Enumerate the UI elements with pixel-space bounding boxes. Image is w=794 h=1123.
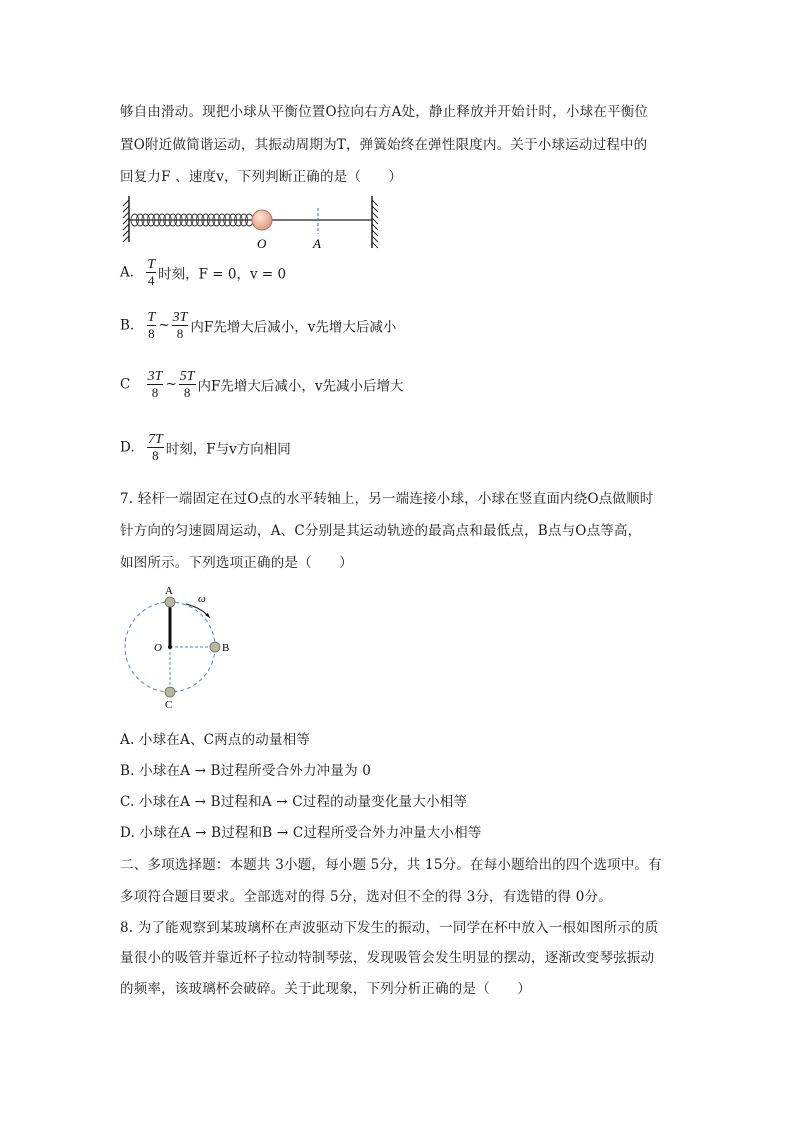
option-text: 内F先增大后减小，v先增大后减小	[190, 319, 397, 336]
fraction: $\frac{3T}{8}$	[172, 310, 188, 341]
option-letter: A.	[120, 264, 135, 281]
fraction: $\frac{7T}{8}$	[147, 432, 163, 463]
spring-oscillator-figure	[120, 190, 390, 256]
fig-label-o: O	[257, 236, 267, 251]
fraction: $\frac{3T}{8}$	[147, 369, 163, 400]
q6-option-c[interactable]: C $\frac{3T}{8}$ ~ $\frac{5T}{8}$ 内F先增大后减小，v先减小后增大	[120, 369, 404, 400]
fraction: $\frac{5T}{8}$	[179, 369, 195, 400]
q6-text-line-2: 置O附近做简谐运动，其振动周期为T，弹簧始终在弹性限度内。关于小球运动过程中的	[120, 137, 648, 153]
option-letter: B.	[120, 317, 135, 334]
q7-text-line-3: 如图所示。下列选项正确的是（ ）	[120, 555, 353, 571]
q6-option-b[interactable]: B. $\frac{T}{8}$ ~ $\frac{3T}{8}$ 内F先增大后减小，v先增大后减小	[120, 310, 397, 341]
fig-label-b: B	[222, 642, 230, 654]
q6-text-line-3: 回复力F 、速度v，下列判断正确的是（ ）	[120, 169, 403, 185]
q6-option-d[interactable]	[120, 432, 291, 463]
fig-label-c: C	[165, 699, 173, 711]
q8-text-line-2: 量很小的吸管并靠近杯子拉动特制琴弦，发现吸管会发生明显的摆动，逐渐改变琴弦振动	[120, 950, 655, 966]
fig-label-o: O	[154, 642, 162, 654]
q7-text-line-1: 7. 轻杆一端固定在过O点的水平转轴上，另一端连接小球，小球在竖直面内绕O点做顺时	[120, 491, 654, 507]
option-letter: C	[120, 376, 131, 393]
option-letter: D.	[120, 439, 135, 456]
q8-text-line-3: 的频率，该玻璃杯会破碎。关于此现象，下列分析正确的是（ ）	[120, 981, 531, 997]
section-2-heading-line-1: 二、多项选择题：本题共 3小题，每小题 5分，共 15分。在每小题给出的四个选项中。有	[120, 857, 662, 873]
q7-option-a[interactable]: A. 小球在A、C两点的动量相等	[120, 732, 311, 748]
fraction: $\frac{T}{4}$	[147, 257, 156, 288]
fraction: $\frac{T}{8}$	[147, 310, 156, 341]
q7-option-d[interactable]: D. 小球在A → B过程和B → C过程所受合外力冲量大小相等	[120, 825, 482, 841]
option-text: 时刻，F与v方向相同	[165, 441, 291, 458]
option-text: 内F先增大后减小，v先减小后增大	[197, 378, 404, 395]
section-2-heading-line-2: 多项符合题目要求。全部选对的得 5分，选对但不全的得 3分，有选错的得 0分。	[120, 889, 612, 905]
q7-option-c[interactable]: C. 小球在A → B过程和A → C过程的动量变化量大小相等	[120, 794, 468, 810]
q7-option-b[interactable]: B. 小球在A → B过程所受合外力冲量为 0	[120, 763, 372, 779]
fig-label-a: A	[313, 236, 321, 251]
q8-text-line-1: 8. 为了能观察到某玻璃杯在声波驱动下发生的振动，一同学在杯中放入一根如图所示的质	[120, 920, 659, 936]
option-text: 时刻，F = 0，v = 0	[158, 266, 287, 283]
fig-label-a: A	[165, 585, 173, 597]
q6-text-line-1: 够自由滑动。现把小球从平衡位置O拉向右方A处，静止释放并开始计时，小球在平衡位	[120, 104, 649, 120]
q6-option-a[interactable]	[120, 257, 286, 288]
omega-label: ω	[198, 593, 206, 605]
circular-motion-figure	[120, 582, 250, 712]
q7-text-line-2: 针方向的匀速圆周运动，A、C分别是其运动轨迹的最高点和最低点，B点与O点等高，	[120, 523, 642, 539]
